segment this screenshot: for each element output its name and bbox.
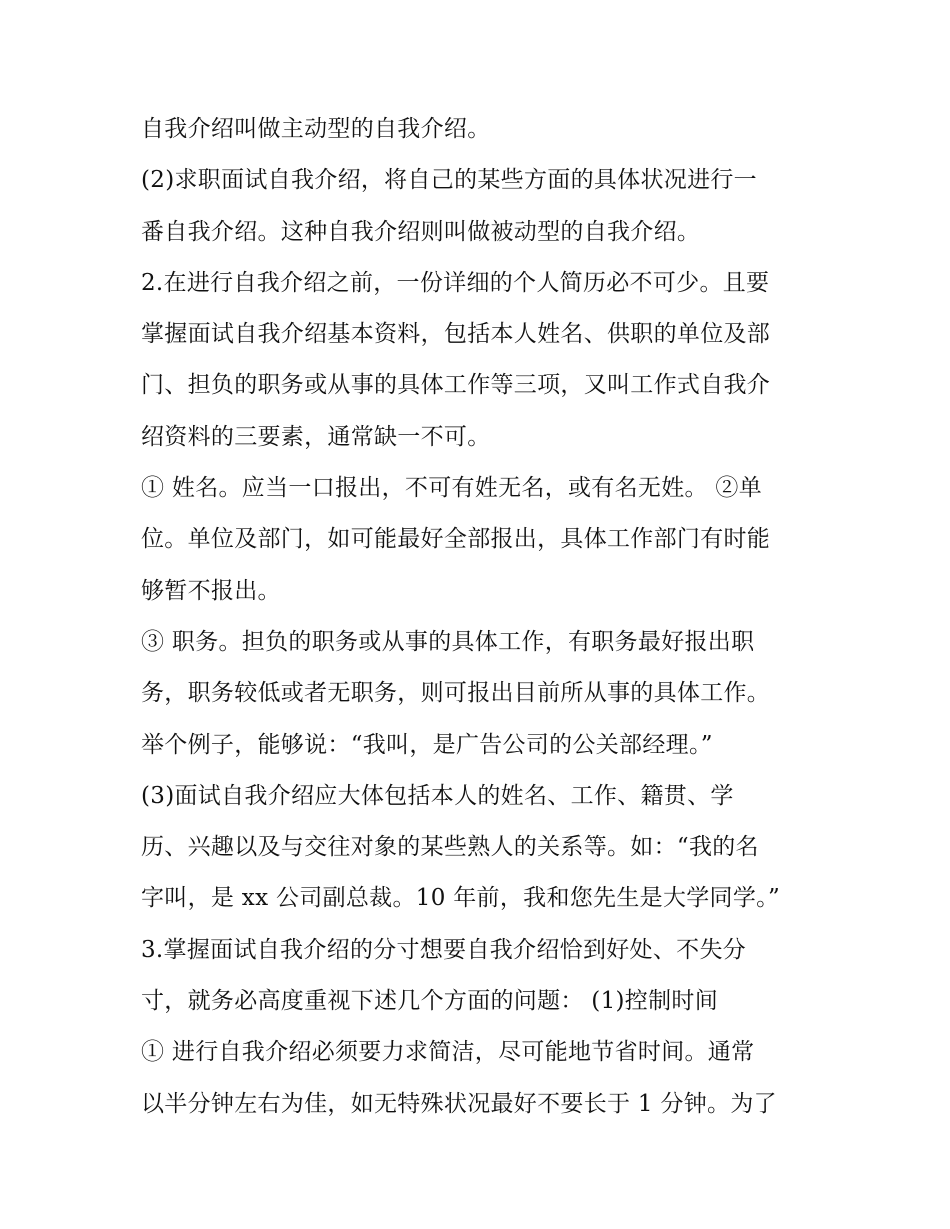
text-line: ① 姓名。应当一口报出，不可有姓无名，或有名无姓。 ②单 — [141, 475, 763, 502]
text-line: 自我介绍叫做主动型的自我介绍。 — [141, 116, 491, 142]
text-line: 2.在进行自我介绍之前，一份详细的个人简历必不可少。且要 — [141, 269, 770, 296]
text-line: 务，职务较低或者无职务，则可报出目前所从事的具体工作。 — [141, 680, 771, 707]
text-line: (3)面试自我介绍应大体包括本人的姓名、工作、籍贯、学 — [141, 782, 734, 809]
text-line: 门、担负的职务或从事的具体工作等三项，又叫工作式自我介 — [141, 372, 771, 399]
text-line: (2)求职面试自我介绍，将自己的某些方面的具体状况进行一 — [141, 167, 757, 194]
text-line: 举个例子，能够说：“我叫，是广告公司的公关部经理。” — [141, 731, 713, 758]
text-line: 绍资料的三要素，通常缺一不可。 — [141, 423, 491, 450]
text-line: 以半分钟左右为佳，如无特殊状况最好不要长于 1 分钟。为了 — [141, 1090, 777, 1117]
text-line: 番自我介绍。这种自我介绍则叫做被动型的自我介绍。 — [141, 218, 701, 245]
body-text — [141, 104, 821, 1130]
text-line: ① 进行自我介绍必须要力求简洁，尽可能地节省时间。通常 — [141, 1039, 755, 1066]
text-line: 3.掌握面试自我介绍的分寸想要自我介绍恰到好处、不失分 — [141, 936, 747, 963]
text-line: 字叫，是 xx 公司副总裁。10 年前，我和您先生是大学同学。” — [141, 885, 780, 912]
text-line: 位。单位及部门，如可能最好全部报出，具体工作部门有时能 — [141, 526, 771, 553]
text-line: 掌握面试自我介绍基本资料，包括本人姓名、供职的单位及部 — [141, 321, 771, 348]
text-line: ③ 职务。担负的职务或从事的具体工作，有职务最好报出职 — [141, 628, 755, 655]
text-line: 寸，就务必高度重视下述几个方面的问题： (1)控制时间 — [141, 988, 718, 1015]
text-line: 够暂不报出。 — [141, 577, 281, 604]
text-line: 历、兴趣以及与交往对象的某些熟人的关系等。如：“我的名 — [141, 834, 759, 861]
